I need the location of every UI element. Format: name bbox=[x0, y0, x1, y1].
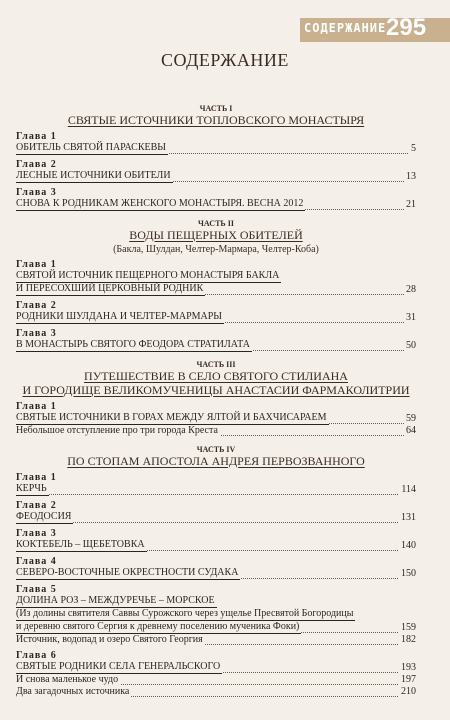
subentry-page: 64 bbox=[406, 425, 416, 436]
chapter-label: Глава 3 bbox=[16, 328, 57, 339]
subentry-title: Небольшое отступление про три города Креста bbox=[16, 425, 218, 436]
leader-dots bbox=[16, 522, 416, 523]
chapter-label: Глава 1 bbox=[16, 401, 57, 412]
toc-entry[interactable] bbox=[16, 511, 416, 524]
toc-entry-line[interactable] bbox=[16, 270, 416, 283]
leader-dots bbox=[16, 494, 416, 495]
toc-subentry[interactable] bbox=[16, 686, 416, 698]
toc-entry[interactable] bbox=[16, 483, 416, 496]
table-of-contents bbox=[16, 96, 416, 698]
chapter-title: РОДНИКИ ШУЛДАНА И ЧЕЛТЕР-МАРМАРЫ bbox=[16, 311, 223, 322]
chapter-title: СВЯТЫЕ ИСТОЧНИКИ В ГОРАХ МЕЖДУ ЯЛТОЙ И БАХЧИСАРАЕМ bbox=[16, 412, 327, 423]
subentry-title: И снова маленькое чудо bbox=[16, 674, 119, 685]
chapter-title: В МОНАСТЫРЬ СВЯТОГО ФЕОДОРА СТРАТИЛАТА bbox=[16, 339, 250, 350]
chapter-page: 150 bbox=[401, 568, 416, 579]
toc-entry[interactable] bbox=[16, 621, 416, 634]
chapter-label: Глава 2 bbox=[16, 159, 57, 170]
chapter-title: КОКТЕБЕЛЬ – ЩЕБЕТОВКА bbox=[16, 539, 145, 550]
chapter-note-line: (Из долины святителя Саввы Сурожского через ущелье Пресвятой Богородицы bbox=[16, 608, 354, 619]
toc-subentry[interactable] bbox=[16, 425, 416, 437]
chapter-note-line: и деревню святого Сергия к древнему поселению мученика Фоки) bbox=[16, 621, 300, 632]
chapter-page: 159 bbox=[401, 622, 416, 633]
toc-entry[interactable] bbox=[16, 142, 416, 155]
subentry-title: Два загадочных источника bbox=[16, 686, 130, 697]
part-label: ЧАСТЬ II bbox=[198, 219, 234, 228]
toc-entry[interactable] bbox=[16, 339, 416, 352]
part-title-line: ПУТЕШЕСТВИЕ В СЕЛО СВЯТОГО СТИЛИАНА bbox=[84, 369, 348, 383]
chapter-label: Глава 1 bbox=[16, 131, 57, 142]
chapter-page: 114 bbox=[401, 484, 416, 495]
chapter-label: Глава 4 bbox=[16, 556, 57, 567]
toc-entry[interactable] bbox=[16, 198, 416, 211]
toc-entry[interactable] bbox=[16, 311, 416, 324]
running-header-title: СОДЕРЖАНИЕ bbox=[304, 21, 387, 35]
part-label: ЧАСТЬ I bbox=[199, 104, 233, 113]
chapter-label: Глава 5 bbox=[16, 584, 57, 595]
chapter-page: 193 bbox=[401, 662, 416, 673]
chapter-title: КЕРЧЬ bbox=[16, 483, 47, 494]
part-label: ЧАСТЬ IV bbox=[196, 445, 236, 454]
subentry-page: 197 bbox=[401, 674, 416, 685]
chapter-label: Глава 2 bbox=[16, 300, 57, 311]
chapter-title: СНОВА К РОДНИКАМ ЖЕНСКОГО МОНАСТЫРЯ. ВЕСНА 2012 bbox=[16, 198, 304, 209]
toc-entry[interactable] bbox=[16, 567, 416, 580]
chapter-page: 21 bbox=[406, 199, 416, 210]
chapter-page: 5 bbox=[411, 143, 416, 154]
subentry-title: Источник, водопад и озеро Святого Георгия bbox=[16, 634, 203, 645]
toc-subentry[interactable] bbox=[16, 674, 416, 686]
toc-entry[interactable] bbox=[16, 412, 416, 425]
part-title: ВОДЫ ПЕЩЕРНЫХ ОБИТЕЛЕЙ bbox=[129, 228, 303, 242]
chapter-page: 131 bbox=[401, 512, 416, 523]
part-subtitle: (Бакла, Шулдан, Челтер-Мармара, Челтер-Коба) bbox=[113, 244, 319, 255]
chapter-label: Глава 3 bbox=[16, 187, 57, 198]
chapter-title: ЛЕСНЫЕ ИСТОЧНИКИ ОБИТЕЛИ bbox=[16, 170, 171, 181]
chapter-title: ОБИТЕЛЬ СВЯТОЙ ПАРАСКЕВЫ bbox=[16, 142, 167, 153]
toc-entry-note-line[interactable] bbox=[16, 608, 416, 621]
chapter-label: Глава 1 bbox=[16, 259, 57, 270]
part-title-line: И ГОРОДИЩЕ ВЕЛИКОМУЧЕНИЦЫ АНАСТАСИИ ФАРМАКОЛИТРИИ bbox=[22, 383, 410, 397]
chapter-page: 31 bbox=[406, 312, 416, 323]
subentry-page: 210 bbox=[401, 686, 416, 697]
part-title: ПО СТОПАМ АПОСТОЛА АНДРЕЯ ПЕРВОЗВАННОГО bbox=[67, 454, 365, 468]
part-title: СВЯТЫЕ ИСТОЧНИКИ ТОПЛОВСКОГО МОНАСТЫРЯ bbox=[67, 113, 365, 127]
page-title: СОДЕРЖАНИЕ bbox=[161, 50, 289, 70]
chapter-title: СЕВЕРО-ВОСТОЧНЫЕ ОКРЕСТНОСТИ СУДАКА bbox=[16, 567, 239, 578]
toc-entry[interactable] bbox=[16, 170, 416, 183]
toc-subentry[interactable] bbox=[16, 634, 416, 646]
chapter-page: 140 bbox=[401, 540, 416, 551]
chapter-label: Глава 6 bbox=[16, 650, 57, 661]
toc-entry[interactable] bbox=[16, 661, 416, 674]
chapter-page: 50 bbox=[406, 340, 416, 351]
chapter-label: Глава 1 bbox=[16, 472, 57, 483]
chapter-title-line: И ПЕРЕСОХШИЙ ЦЕРКОВНЫЙ РОДНИК bbox=[16, 283, 204, 294]
chapter-page: 28 bbox=[406, 284, 416, 295]
toc-entry[interactable] bbox=[16, 539, 416, 552]
chapter-title-line: СВЯТОЙ ИСТОЧНИК ПЕЩЕРНОГО МОНАСТЫРЯ БАКЛА bbox=[16, 270, 280, 281]
chapter-label: Глава 2 bbox=[16, 500, 57, 511]
chapter-title: ДОЛИНА РОЗ – МЕЖДУРЕЧЬЕ – МОРСКОЕ bbox=[16, 595, 215, 606]
part-label: ЧАСТЬ III bbox=[196, 360, 236, 369]
page-number: 295 bbox=[386, 14, 427, 41]
chapter-title: ФЕОДОСИЯ bbox=[16, 511, 72, 522]
subentry-page: 182 bbox=[401, 634, 416, 645]
toc-entry-line[interactable] bbox=[16, 595, 416, 608]
chapter-page: 59 bbox=[406, 413, 416, 424]
chapter-label: Глава 3 bbox=[16, 528, 57, 539]
chapter-title: СВЯТЫЕ РОДНИКИ СЕЛА ГЕНЕРАЛЬСКОГО bbox=[16, 661, 221, 672]
toc-entry[interactable] bbox=[16, 283, 416, 296]
chapter-page: 13 bbox=[406, 171, 416, 182]
